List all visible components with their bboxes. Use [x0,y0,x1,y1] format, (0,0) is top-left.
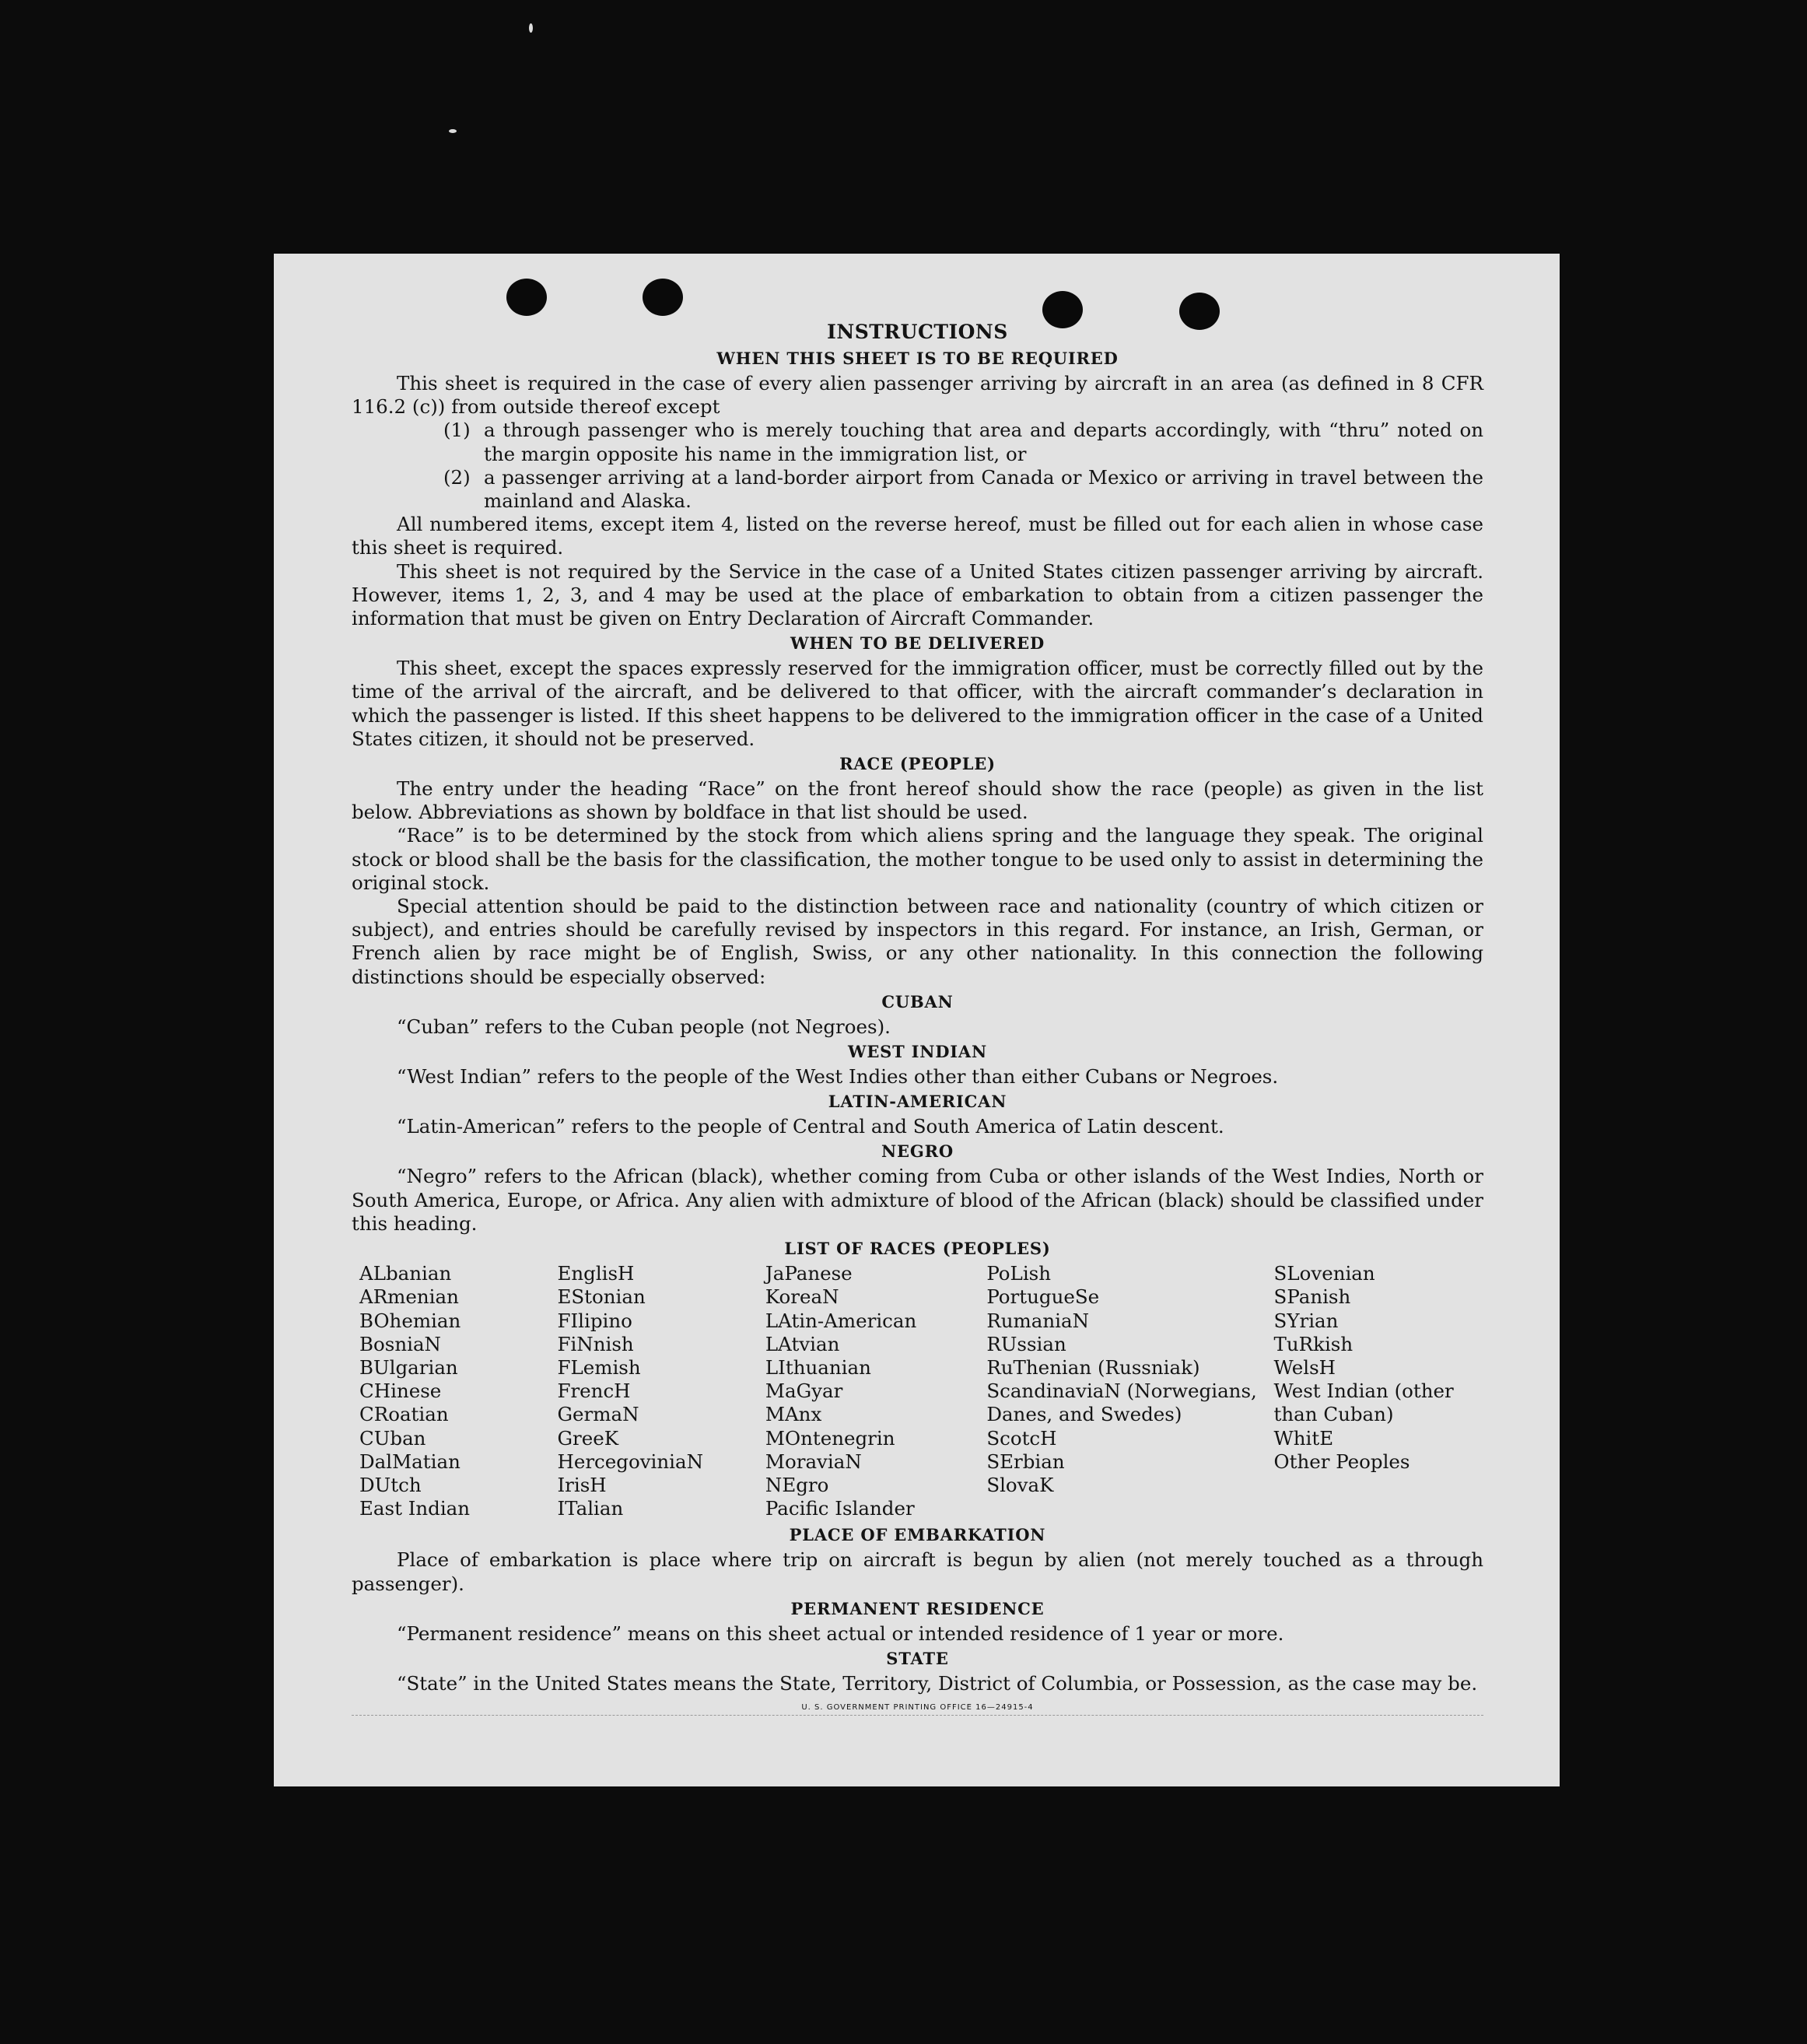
race-entry: CRoatian [359,1403,449,1426]
race-entry: SPanish [1273,1285,1351,1309]
document-sheet [274,254,1560,1786]
race-entry: LAtvian [765,1332,840,1355]
punch-hole [506,279,547,316]
paragraph: This sheet is not required by the Service in the case of a United States citizen passenger arriving by aircraft. However, items 1, 2, 3, and 4 may be used at the place of embarkation to obtain from a citizen passenger the information that must be given on Entry Declaration of Aircraft Commander. [352,559,1483,630]
race-entry: KoreaN [765,1285,839,1309]
race-entry: CUban [359,1426,426,1450]
item-number: (2) [443,465,471,489]
exceptions-list [443,419,1483,513]
race-entry: MOntenegrin [765,1426,895,1450]
race-entry: MAnx [765,1403,822,1426]
paragraph: The entry under the heading “Race” on the front hereof should show the race (people) as given in the list below. Abbreviations as shown by boldface in that list should be used. [352,777,1483,824]
races-column [557,1262,765,1520]
race-entry: BOhemian [359,1309,461,1332]
race-entry: East Indian [359,1497,471,1520]
heading-state: STATE [886,1648,949,1668]
race-entry: ALbanian [359,1262,452,1285]
heading-west-indian: WEST INDIAN [847,1042,988,1062]
race-entry: HercegoviniaN [557,1450,704,1473]
race-entry: GreeK [557,1426,619,1450]
heading-embarkation: PLACE OF EMBARKATION [789,1525,1046,1545]
heading-when-required: WHEN THIS SHEET IS TO BE REQUIRED [716,349,1119,368]
heading-cuban: CUBAN [881,991,954,1011]
race-entry: WelsH [1273,1355,1336,1379]
races-list [359,1262,1483,1520]
race-entry: MoraviaN [765,1450,862,1473]
paragraph: All numbered items, except item 4, listed on the reverse hereof, must be filled out for each alien in whose case this sheet is required. [352,513,1483,559]
paragraph: “State” in the United States means the State, Territory, District of Columbia, or Possession, as the case may be. [397,1671,1478,1695]
dust-speck [449,129,457,133]
race-entry: TuRkish [1273,1332,1353,1355]
paragraph: This sheet is required in the case of every alien passenger arriving by aircraft in an area (as defined in 8 CFR 116.2 (c)) from outside thereof except [352,372,1483,419]
race-entry: Pacific Islander [765,1497,915,1520]
race-entry: EnglisH [557,1262,635,1285]
race-entry: DalMatian [359,1450,461,1473]
race-entry: ScotcH [986,1426,1057,1450]
race-entry: ARmenian [359,1285,459,1309]
races-column [986,1262,1273,1520]
race-entry: WhitE [1273,1426,1334,1450]
race-entry: West Indian (other than Cuban) [1273,1380,1454,1426]
race-entry: JaPanese [765,1262,853,1285]
paragraph: “Latin-American” refers to the people of Central and South America of Latin descent. [397,1115,1224,1138]
race-entry: RumaniaN [986,1309,1090,1332]
punch-hole [643,279,683,316]
punch-hole [1179,293,1220,330]
paragraph: “Cuban” refers to the Cuban people (not Negroes). [397,1015,891,1038]
race-entry: DUtch [359,1473,422,1496]
race-entry: SLovenian [1273,1262,1375,1285]
item-text: a through passenger who is merely touching that area and departs accordingly, with “thru” noted on the margin opposite his name in the immigration list, or [484,419,1483,465]
dust-speck [529,23,533,33]
race-entry: RuThenian (Russniak) [986,1355,1200,1379]
races-column [765,1262,986,1520]
paragraph: This sheet, except the spaces expressly reserved for the immigration officer, must be correctly filled out by the time of the arrival of the aircraft, and be delivered to that officer, with the aircraft commander’s declaration in which the passenger is listed. If this sheet happens to be delivered to the immigration officer in the case of a United States citizen, it should not be preserved. [352,657,1483,750]
item-number: (1) [443,419,471,442]
race-entry: SlovaK [986,1473,1054,1496]
paragraph: “Race” is to be determined by the stock from which aliens spring and the language they speak. The original stock or blood shall be the basis for the classification, the mother tongue to be used only to assist in determining the original stock. [352,824,1483,894]
paragraph: “West Indian” refers to the people of the West Indies other than either Cubans or Negroes. [397,1065,1279,1089]
heading-list-of-races: LIST OF RACES (PEOPLES) [784,1239,1051,1259]
item-text: a passenger arriving at a land-border airport from Canada or Mexico or arriving in travel between the mainland and Alaska. [484,465,1483,513]
race-entry: EStonian [557,1285,646,1309]
paragraph: “Permanent residence” means on this sheet actual or intended residence of 1 year or more. [397,1622,1284,1645]
race-entry: LAtin-American [765,1309,917,1332]
race-entry: GermaN [557,1403,639,1426]
paragraph: Place of embarkation is place where trip on aircraft is begun by alien (not merely touched as a through passenger). [352,1548,1483,1595]
list-item [443,419,1483,465]
heading-negro: NEGRO [881,1141,954,1162]
race-entry: LIthuanian [765,1355,871,1379]
race-entry: PoLish [986,1262,1052,1285]
divider [352,1715,1483,1716]
document-title: INSTRUCTIONS [827,321,1008,343]
race-entry: SErbian [986,1450,1065,1473]
heading-race: RACE (PEOPLE) [839,754,996,774]
race-entry: BosniaN [359,1332,441,1355]
paragraph: “Negro” refers to the African (black), whether coming from Cuba or other islands of the West Indies, North or South America, Europe, or Africa. Any alien with admixture of blood of the African (black) should be classified under this heading. [352,1165,1483,1235]
race-entry: ScandinaviaN (Norwegians, Danes, and Swedes) [986,1380,1257,1426]
race-entry: RUssian [986,1332,1066,1355]
race-entry: MaGyar [765,1380,843,1403]
race-entry: FIlipino [557,1309,632,1332]
punch-hole [1042,291,1083,328]
race-entry: IrisH [557,1473,607,1496]
heading-when-delivered: WHEN TO BE DELIVERED [790,633,1045,654]
race-entry: PortugueSe [986,1285,1100,1309]
list-item [443,466,1483,513]
heading-latin-american: LATIN-AMERICAN [828,1092,1007,1112]
heading-residence: PERMANENT RESIDENCE [790,1598,1045,1618]
race-entry: FLemish [557,1355,641,1379]
race-entry: ITalian [557,1497,624,1520]
race-entry: FrencH [557,1380,631,1403]
race-entry: FiNnish [557,1332,634,1355]
paragraph: Special attention should be paid to the distinction between race and nationality (country of which citizen or subject), and entries should be carefully revised by inspectors in this regard. For instance, an Irish, German, or French alien by race might be of English, Swiss, or any other nationality. In this connection the following distinctions should be especially observed: [352,895,1483,988]
race-entry: NEgro [765,1473,829,1496]
race-entry: CHinese [359,1380,442,1403]
race-entry: Other Peoples [1273,1450,1410,1473]
printer-imprint: U. S. GOVERNMENT PRINTING OFFICE 16—24915-4 [801,1703,1034,1713]
race-entry: BUlgarian [359,1355,458,1379]
races-column [1274,1262,1483,1520]
race-entry: SYrian [1273,1309,1339,1332]
races-column [359,1262,557,1520]
